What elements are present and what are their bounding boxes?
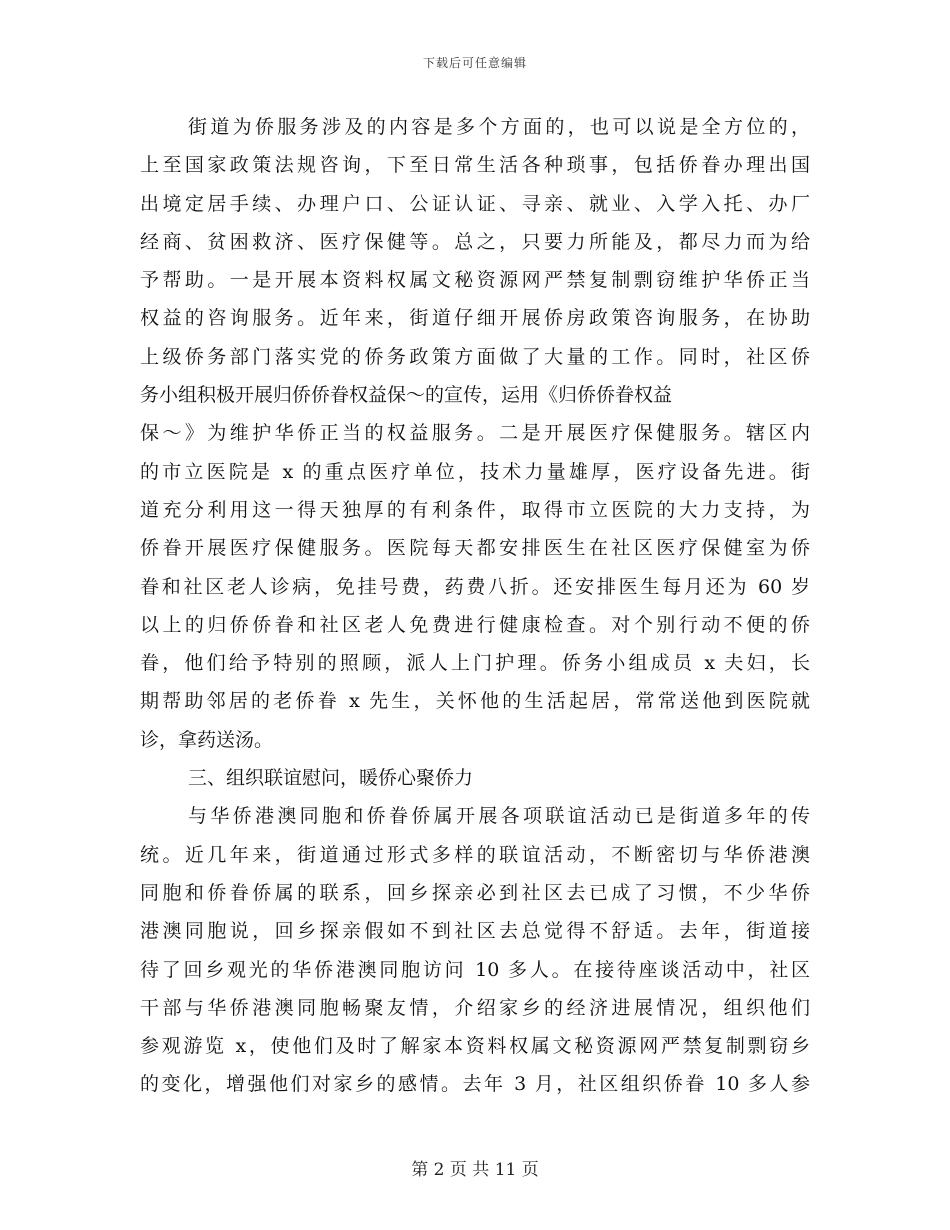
- page-header-note: 下载后可任意编辑: [422, 56, 527, 70]
- text-line: 上至国家政策法规咨询，下至日常生活各种琐事，包括侨眷办理出国: [140, 154, 810, 177]
- text-line: 侨眷开展医疗保健服务。医院每天都安排医生在社区医疗保健室为侨: [140, 537, 810, 560]
- text-line: 务小组积极开展归侨侨眷权益保～的宣传，运用《归侨侨眷权益: [140, 384, 673, 407]
- text-line: 道充分利用这一得天独厚的有利条件，取得市立医院的大力支持，为: [140, 498, 810, 521]
- text-line: 眷和社区老人诊病，免挂号费，药费八折。还安排医生每月还为 60 岁: [140, 575, 810, 598]
- text-line: 三、组织联谊慰问，暖侨心聚侨力: [188, 767, 474, 790]
- text-line: 同胞和侨眷侨属的联系，回乡探亲必到社区去已成了习惯，不少华侨: [140, 881, 810, 904]
- text-line: 期帮助邻居的老侨眷 x 先生，关怀他的生活起居，常常送他到医院就: [140, 690, 810, 713]
- text-line: 参观游览 x，使他们及时了解家本资料权属文秘资源网严禁复制剽窃乡: [140, 1035, 810, 1058]
- text-line: 诊，拿药送汤。: [140, 728, 274, 751]
- text-line: 保～》为维护华侨正当的权益服务。二是开展医疗保健服务。辖区内: [140, 422, 810, 445]
- text-line: 港澳同胞说，回乡探亲假如不到社区去总觉得不舒适。去年，街道接: [140, 920, 810, 943]
- text-line: 的变化，增强他们对家乡的感情。去年 3 月，社区组织侨眷 10 多人参: [140, 1073, 810, 1096]
- page-number-footer: 第 2 页 共 11 页: [411, 1160, 539, 1180]
- document-body: [140, 108, 810, 1104]
- text-line: 予帮助。一是开展本资料权属文秘资源网严禁复制剽窃维护华侨正当: [140, 269, 810, 292]
- text-line: 待了回乡观光的华侨港澳同胞访问 10 多人。在接待座谈活动中，社区: [140, 958, 810, 981]
- text-line: 干部与华侨港澳同胞畅聚友情，介绍家乡的经济进展情况，组织他们: [140, 996, 810, 1019]
- text-line: 眷，他们给予特别的照顾，派人上门护理。侨务小组成员 x 夫妇，长: [140, 652, 810, 675]
- text-line: 的市立医院是 x 的重点医疗单位，技术力量雄厚，医疗设备先进。街: [140, 460, 810, 483]
- text-line: 上级侨务部门落实党的侨务政策方面做了大量的工作。同时，社区侨: [140, 345, 810, 368]
- text-line: 权益的咨询服务。近年来，街道仔细开展侨房政策咨询服务，在协助: [140, 307, 810, 330]
- text-line: 经商、贫困救济、医疗保健等。总之，只要力所能及，都尽力而为给: [140, 230, 810, 253]
- text-line: 街道为侨服务涉及的内容是多个方面的，也可以说是全方位的，: [188, 116, 810, 138]
- text-line: 出境定居手续、办理户口、公证认证、寻亲、就业、入学入托、办厂: [140, 192, 810, 215]
- text-line: 以上的归侨侨眷和社区老人免费进行健康检查。对个别行动不便的侨: [140, 613, 810, 636]
- text-line: 与华侨港澳同胞和侨眷侨属开展各项联谊活动已是街道多年的传: [188, 805, 810, 828]
- text-line: 统。近几年来，街道通过形式多样的联谊活动，不断密切与华侨港澳: [140, 843, 810, 866]
